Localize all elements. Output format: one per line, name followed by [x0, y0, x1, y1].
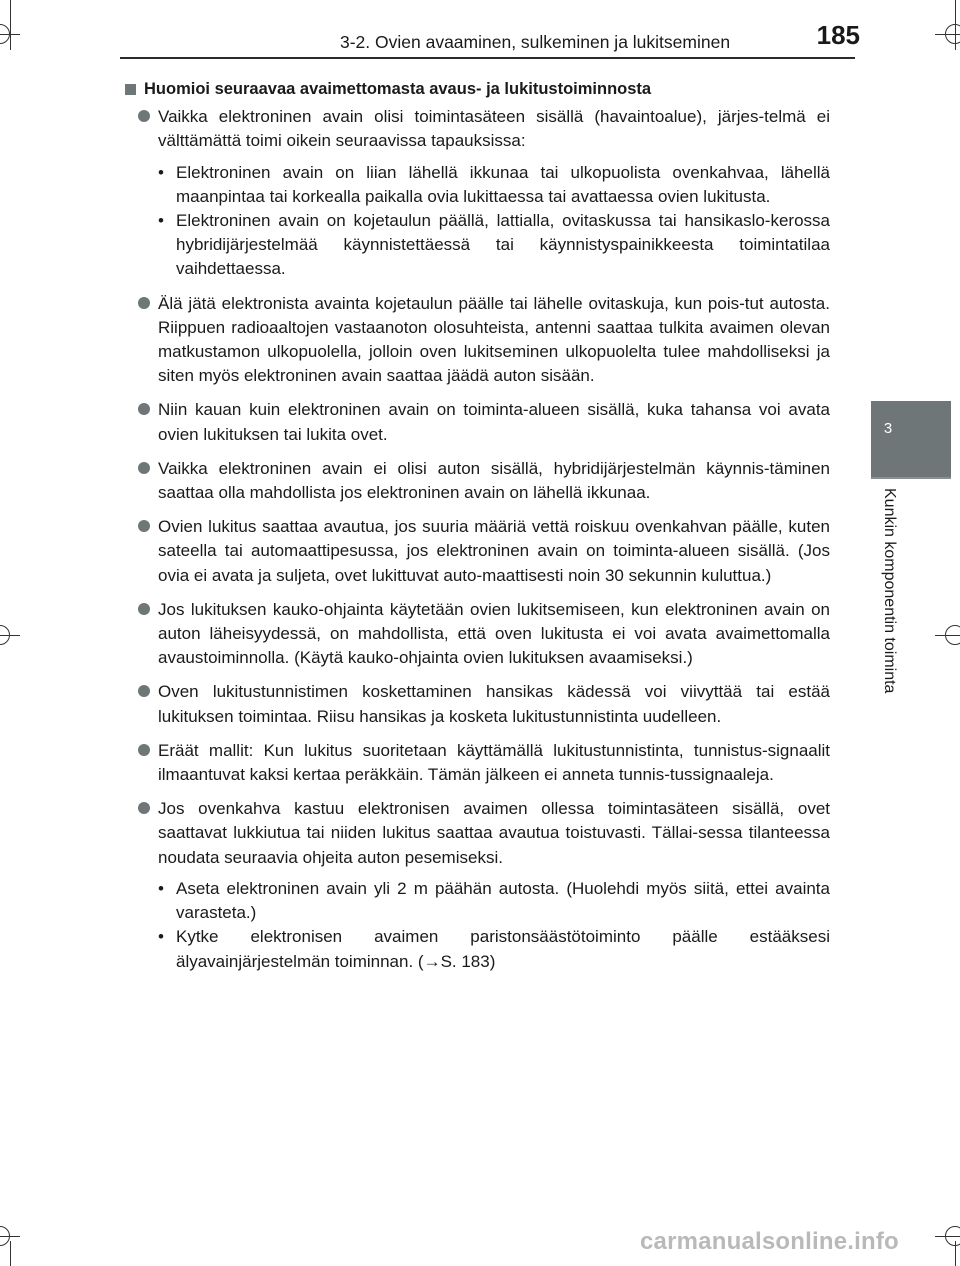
- crop-mark-bottom-left: [0, 1216, 40, 1266]
- dot-bullet-icon: •: [158, 927, 164, 947]
- watermark: carmanualsonline.info: [640, 1228, 899, 1255]
- round-bullet-icon: [138, 603, 150, 615]
- round-bullet-icon: [138, 110, 150, 122]
- chapter-title: 3-2. Ovien avaaminen, sulkeminen ja lukitseminen: [340, 32, 731, 52]
- list-item: [125, 457, 830, 505]
- list-item: [125, 292, 830, 389]
- page-number: 185: [816, 20, 860, 50]
- round-bullet-icon: [138, 462, 150, 474]
- list-item-text: Eräät mallit: Kun lukitus suoritetaan käyttämällä lukitustunnistinta, tunnistus-signaalit ilmaantuvat kaksi kertaa peräkkäin. Tämän jälkeen ei anneta tunnis-tussignaaleja.: [158, 740, 830, 785]
- round-bullet-icon: [138, 403, 150, 415]
- list-item-text: Vaikka elektroninen avain olisi toimintasäteen sisällä (havaintoalue), järjes-telmä ei välttämättä toimi oikein seuraavissa tapauksissa:: [158, 107, 830, 151]
- list-item: [125, 398, 830, 446]
- dot-bullet-icon: •: [158, 211, 164, 231]
- note-list: [125, 105, 830, 974]
- list-item: [125, 680, 830, 728]
- round-bullet-icon: [138, 802, 150, 814]
- main-content: [125, 77, 830, 974]
- crop-mark-mid-left: [0, 610, 40, 660]
- round-bullet-icon: [138, 520, 150, 532]
- page-header: [0, 0, 960, 60]
- round-bullet-icon: [138, 297, 150, 309]
- square-bullet-icon: [125, 84, 136, 95]
- sub-list-item: [158, 161, 830, 209]
- sub-list-item-text: Elektroninen avain on kojetaulun päällä, lattialla, ovitaskussa tai hansikaslo-kerossa hybridijärjestelmää käynnistettäessä tai käynnistyspainikkeesta toimintatilaa vaihdettaessa.: [176, 211, 830, 279]
- sub-list-item-text: Kytke elektronisen avaimen paristonsäästötoiminto päälle estääksesi älyavainjärjestelmän toiminnan. (→S. 183): [176, 927, 830, 971]
- crop-mark-mid-right: [930, 610, 960, 660]
- list-item-text: Jos ovenkahva kastuu elektronisen avaimen ollessa toimintasäteen sisällä, ovet saattavat lukkiutua tai niiden lukitus saattaa avautua toistuvasti. Tällai-sessa tilanteessa noudata seuraavia ohjeita auton pesemiseksi.: [158, 799, 830, 867]
- chapter-tab-number: 3: [883, 420, 893, 437]
- sub-list-item-text: Aseta elektroninen avain yli 2 m päähän autosta. (Huolehdi myös siitä, ettei avainta varasteta.): [176, 878, 830, 923]
- list-item-text: Niin kauan kuin elektroninen avain on toiminta-alueen sisällä, kuka tahansa voi avata ovien lukituksen tai lukita ovet.: [158, 400, 830, 444]
- sub-list: [158, 877, 830, 974]
- sub-list: [158, 161, 830, 282]
- section-heading-text: Huomioi seuraavaa avaimettomasta avaus- ja lukitustoiminnosta: [144, 80, 652, 98]
- dot-bullet-icon: •: [158, 878, 164, 898]
- list-item: [125, 739, 830, 787]
- list-item: [125, 797, 830, 973]
- list-item-text: Oven lukitustunnistimen koskettaminen hansikas kädessä voi viivyttää tai estää lukituksen toimintaa. Riisu hansikas ja kosketa lukitustunnistinta uudelleen.: [158, 682, 830, 726]
- crop-mark-bottom-right: [930, 1216, 960, 1266]
- list-item-text: Älä jätä elektronista avainta kojetaulun päälle tai lähelle ovitaskuja, kun pois-tut autosta. Riippuen radioaaltojen vastaanoton olosuhteista, antenni saattaa tulkita avaimen olevan matkustamon ulkopuolella, jolloin oven lukitseminen ulkopuolelta tulee mahdolliseksi ja siten myös elektroninen avain saattaa jäädä auton sisään.: [158, 293, 830, 386]
- chapter-tab-label: Kunkin komponentin toiminta: [881, 488, 898, 694]
- side-tab-rule: [871, 477, 951, 479]
- list-item: [125, 515, 830, 588]
- header-rule: [120, 57, 855, 59]
- list-item-text: Vaikka elektroninen avain ei olisi auton sisällä, hybridijärjestelmän käynnis-täminen saattaa olla mahdollista jos elektroninen avain on lähellä ikkunaa.: [158, 458, 830, 503]
- round-bullet-icon: [138, 744, 150, 756]
- list-item: [125, 105, 830, 281]
- sub-list-item: [158, 209, 830, 282]
- sub-list-item: [158, 925, 830, 973]
- list-item-text: Jos lukituksen kauko-ohjainta käytetään ovien lukitsemiseen, kun elektroninen avain on auton läheisyydessä, on mahdollista, että oven lukitusta ei voi avata avaimettomalla avaustoiminnolla. (Käytä kauko-ohjainta ovien lukituksen avaamiseksi.): [158, 599, 830, 668]
- dot-bullet-icon: •: [158, 162, 164, 182]
- sub-list-item: [158, 877, 830, 925]
- round-bullet-icon: [138, 685, 150, 697]
- list-item: [125, 598, 830, 671]
- list-item-text: Ovien lukitus saattaa avautua, jos suuria määriä vettä roiskuu ovenkahvan päälle, kuten sateella tai automaattipesussa, jos elektroninen avain on toiminta-alueen sisällä. (Jos ovia ei avata ja suljeta, ovet lukittuvat auto-maattisesti noin 30 sekunnin kuluttua.): [158, 517, 830, 585]
- chapter-tab: [871, 401, 951, 477]
- section-heading: [125, 77, 830, 101]
- sub-list-item-text: Elektroninen avain on liian lähellä ikkunaa tai ulkopuolista ovenkahvaa, lähellä maanpintaa tai korkealla paikalla ovia lukittaessa tai avattaessa ovien lukitusta.: [176, 162, 830, 206]
